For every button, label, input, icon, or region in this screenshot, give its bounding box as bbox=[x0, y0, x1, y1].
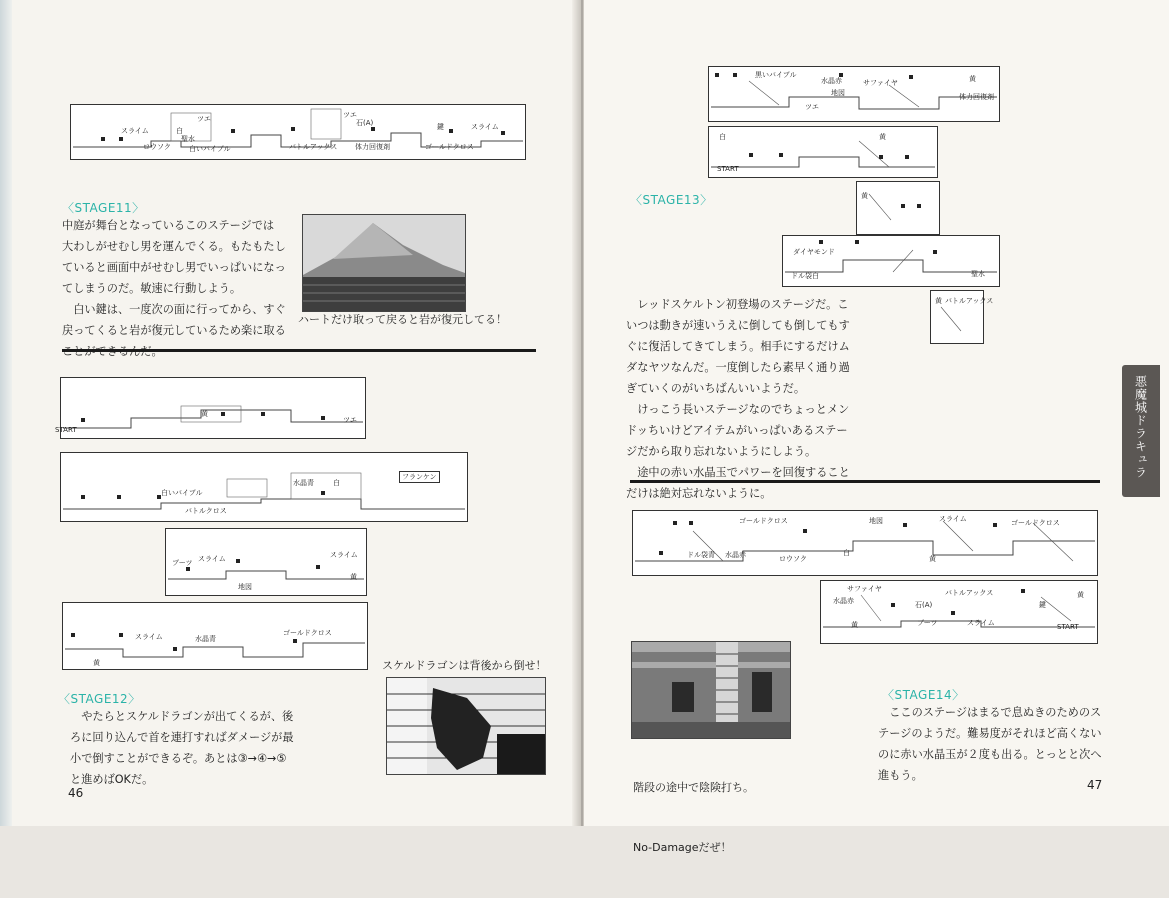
stage11-heading: 〈STAGE11〉 bbox=[62, 201, 145, 215]
map-label: START bbox=[55, 426, 77, 434]
map-label: 聖水 bbox=[181, 135, 195, 143]
stage13-body bbox=[626, 294, 850, 504]
map-label: サファイヤ bbox=[847, 585, 882, 593]
map-label: 黄 bbox=[201, 410, 208, 418]
map-label: ドル袋青 bbox=[687, 551, 715, 559]
stage14-heading: 〈STAGE14〉 bbox=[882, 688, 965, 702]
map-label: 地図 bbox=[831, 89, 845, 97]
stage12-map-3 bbox=[165, 528, 367, 596]
stage12-photo-caption: スケルドラゴンは背後から倒せ！ bbox=[382, 659, 547, 672]
map-label: スライム bbox=[471, 123, 499, 131]
map-label: ツエ bbox=[197, 115, 211, 123]
map-label: ドル袋白 bbox=[791, 272, 819, 280]
map-label: ブーツ bbox=[172, 559, 193, 567]
stage14-map-2 bbox=[820, 580, 1098, 644]
map-label: 黄 bbox=[929, 555, 936, 563]
page-number: 47 bbox=[1087, 778, 1103, 792]
map-label: 黄 bbox=[851, 621, 858, 629]
map-label: ツエ bbox=[343, 416, 357, 424]
text-line: 小で倒すことができるぞ。あとは③→④→⑤ bbox=[70, 752, 287, 765]
text-line: ここのステージはまるで息ぬきのためのス bbox=[878, 706, 1102, 719]
stage13-map-4 bbox=[782, 235, 1000, 287]
map-label: バトルアックス bbox=[945, 297, 994, 305]
text-line: 戻ってくると岩が復元しているため楽に取る bbox=[62, 324, 286, 337]
map-label: ツエ bbox=[805, 103, 819, 111]
stage12-body bbox=[70, 706, 294, 790]
map-label: 水晶青 bbox=[293, 479, 314, 487]
text-line: 途中の赤い水晶玉でパワーを回復すること bbox=[626, 466, 850, 479]
map-label: 黄 bbox=[879, 133, 886, 141]
map-label: フランケン bbox=[399, 471, 440, 483]
page-number: 46 bbox=[68, 786, 84, 800]
map-label: バトルアックス bbox=[945, 589, 994, 597]
stage13-map-3 bbox=[856, 181, 940, 235]
map-label: ダイヤモンド bbox=[793, 248, 835, 256]
map-label: 体力回復剤 bbox=[959, 93, 994, 101]
map-label: 聖水 bbox=[971, 270, 985, 278]
map-label: 水晶赤 bbox=[833, 597, 854, 605]
map-label: スライム bbox=[121, 127, 149, 135]
stage12-map-2 bbox=[60, 452, 468, 522]
map-label: バトルアックス bbox=[289, 143, 338, 151]
map-label: スライム bbox=[198, 555, 226, 563]
map-label: 鍵 bbox=[1039, 601, 1046, 609]
map-label: 白 bbox=[719, 133, 726, 141]
stage14-photo-caption bbox=[633, 738, 754, 898]
map-label: 石(A) bbox=[915, 601, 933, 609]
stage13-map-5 bbox=[930, 290, 994, 344]
stage11-body bbox=[62, 215, 286, 362]
map-label: 黄 bbox=[350, 573, 357, 581]
stage12-screenshot bbox=[386, 677, 546, 775]
map-label: スライム bbox=[967, 619, 995, 627]
map-label: バトルクロス bbox=[185, 507, 227, 515]
map-label: 石(A) bbox=[356, 119, 374, 127]
left-page bbox=[0, 0, 580, 826]
stage12-map-4 bbox=[62, 602, 368, 670]
text-line: テージのようだ。難易度がそれほど高くない bbox=[878, 727, 1102, 740]
stage13-map-1 bbox=[708, 66, 1000, 122]
text-line: ジだから取り忘れないようにしよう。 bbox=[626, 445, 817, 458]
text-line: 大わしがせむし男を運んでくる。もたもたし bbox=[62, 240, 286, 253]
text-line: ぎていくのがいちばんいいようだ。 bbox=[626, 382, 806, 395]
map-label: 水晶赤 bbox=[821, 77, 842, 85]
text-line: ドッちいけどアイテムがいっぱいあるステー bbox=[626, 424, 848, 437]
side-tab-label: 悪魔城ドラキュラ bbox=[1133, 375, 1148, 479]
map-label: 白 bbox=[843, 549, 850, 557]
map-label: 黄 bbox=[861, 192, 868, 200]
map-label: ゴールドクロス bbox=[1011, 519, 1060, 527]
map-label: ロウソク bbox=[779, 555, 807, 563]
map-label: ゴールドクロス bbox=[425, 143, 474, 151]
map-label: ロウソク bbox=[143, 143, 171, 151]
map-label: 白 bbox=[333, 479, 340, 487]
text-line: のに赤い水晶玉が２度も出る。とっとと次へ bbox=[878, 748, 1102, 761]
stage11-screenshot bbox=[302, 214, 466, 312]
map-label: スライム bbox=[135, 633, 163, 641]
map-label: 黄 bbox=[969, 75, 976, 83]
map-label: 地図 bbox=[869, 517, 883, 525]
stage14-body bbox=[878, 702, 1102, 786]
map-label: 水晶青 bbox=[195, 635, 216, 643]
map-label: 黄 bbox=[93, 659, 100, 667]
text-line: ていると画面中がせむし男でいっぱいになっ bbox=[62, 261, 286, 274]
map-label: ゴールドクロス bbox=[739, 517, 788, 525]
map-label: START bbox=[717, 165, 739, 173]
map-label: 体力回復剤 bbox=[355, 143, 390, 151]
map-label: 白いバイブル bbox=[189, 145, 231, 153]
page-edge-shadow bbox=[0, 0, 12, 826]
stage14-map-1 bbox=[632, 510, 1098, 576]
map-label: スライム bbox=[939, 515, 967, 523]
text-line: だけは絶対忘れないように。 bbox=[626, 487, 772, 500]
stage12-map-1 bbox=[55, 377, 366, 439]
text-line: 中庭が舞台となっているこのステージでは bbox=[62, 219, 275, 232]
text-line: レッドスケルトン初登場のステージだ。こ bbox=[626, 298, 849, 311]
map-label: ブーツ bbox=[917, 619, 938, 627]
text-line: と進めばOKだ。 bbox=[70, 773, 154, 786]
map-label: 黄 bbox=[1077, 591, 1084, 599]
text-line: 白い鍵は、一度次の面に行ってから、すぐ bbox=[62, 303, 286, 316]
caption-line: No-Damageだぜ！ bbox=[633, 841, 732, 854]
text-line: けっこう長いステージなのでちょっとメン bbox=[626, 403, 850, 416]
text-line: やたらとスケルドラゴンが出てくるが、後 bbox=[70, 710, 294, 723]
stage11-photo-caption: ハートだけ取って戻ると岩が復元してる！ bbox=[298, 313, 507, 326]
text-line: てしまうのだ。敏速に行動しよう。 bbox=[62, 282, 242, 295]
stage12-heading: 〈STAGE12〉 bbox=[58, 692, 141, 706]
chapter-side-tab bbox=[1122, 365, 1160, 497]
stage13-map-2 bbox=[708, 126, 938, 178]
map-label: 鍵 bbox=[437, 123, 444, 131]
text-line: ダなヤツなんだ。一度倒したら素早く通り過 bbox=[626, 361, 850, 374]
map-label: ゴールドクロス bbox=[283, 629, 332, 637]
map-label: 黒いバイブル bbox=[755, 71, 797, 79]
stage14-screenshot bbox=[631, 641, 791, 739]
section-divider bbox=[62, 349, 536, 352]
map-label: 白 bbox=[176, 127, 183, 135]
map-label: 白いバイブル bbox=[161, 489, 203, 497]
stage11-map bbox=[70, 104, 526, 160]
text-line: ろに回り込んで首を連打すればダメージが最 bbox=[70, 731, 294, 744]
map-label: 水晶赤 bbox=[725, 551, 746, 559]
map-label: 地図 bbox=[238, 583, 252, 591]
map-label: ツエ bbox=[343, 111, 357, 119]
map-label: サファイヤ bbox=[863, 79, 898, 87]
right-page bbox=[584, 0, 1169, 854]
text-line: いつは動きが速いうえに倒しても倒してもす bbox=[626, 319, 850, 332]
text-line: ぐに復活してきてしまう。相手にするだけム bbox=[626, 340, 850, 353]
map-label: スライム bbox=[330, 551, 358, 559]
map-label: START bbox=[1057, 623, 1079, 631]
text-line: 進もう。 bbox=[878, 769, 923, 782]
caption-line: 階段の途中で陰険打ち。 bbox=[633, 781, 754, 794]
section-divider bbox=[630, 480, 1100, 483]
stage13-heading: 〈STAGE13〉 bbox=[630, 193, 713, 207]
map-label: 黄 bbox=[935, 297, 942, 305]
